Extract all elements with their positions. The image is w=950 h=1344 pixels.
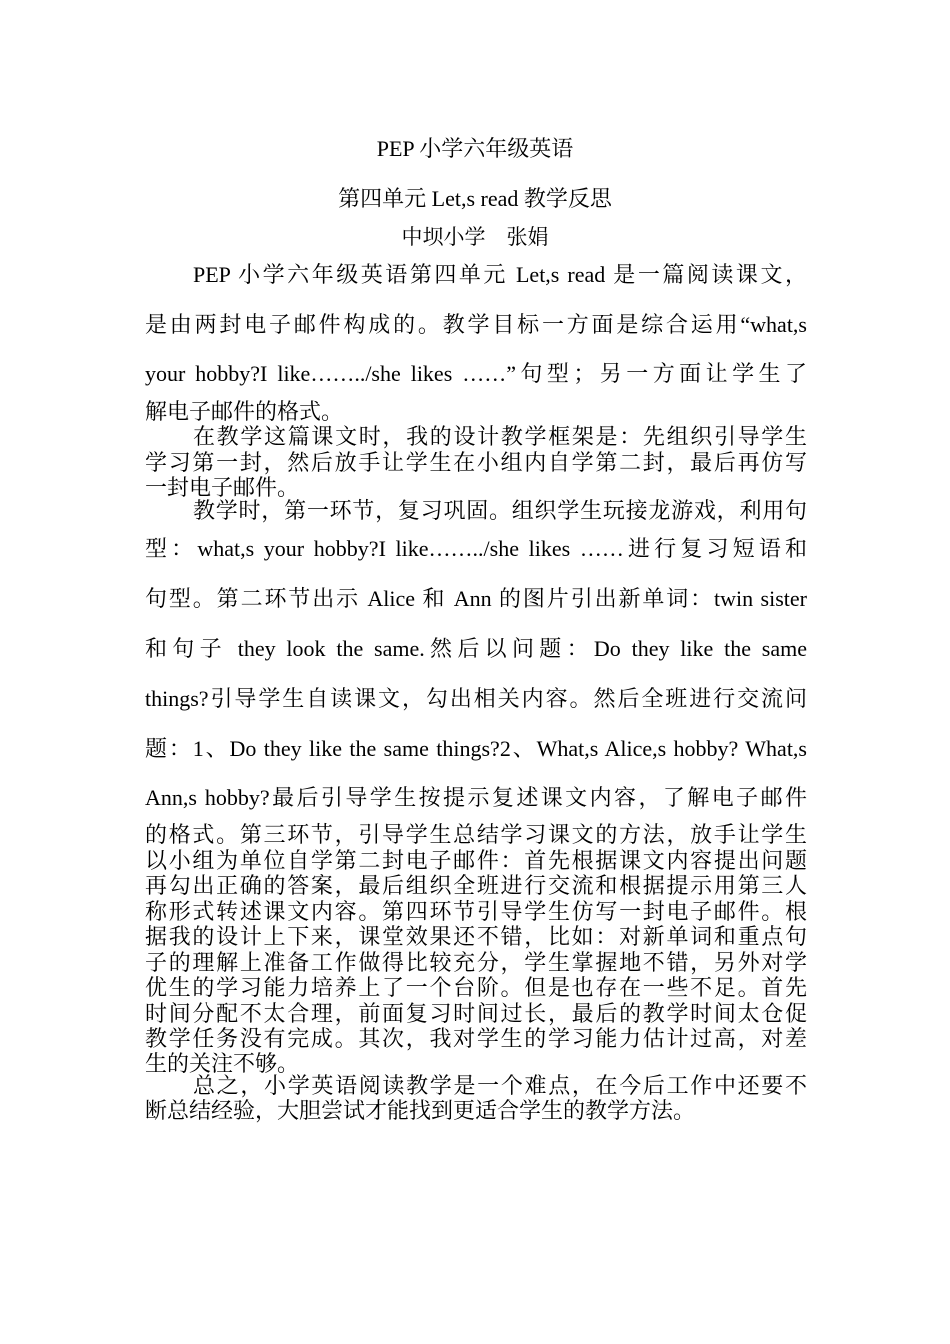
- body-line: 教学时，第一环节，复习巩固。组织学生玩接龙游戏，利用句: [193, 498, 807, 523]
- body-line: 的格式。第三环节，引导学生总结学习课文的方法，放手让学生: [145, 822, 807, 847]
- body-line: 型：what,s your hobby?I like……../she likes ……进行复习短语和: [145, 536, 807, 561]
- body-line: 句型。第二环节出示 Alice 和 Ann 的图片引出新单词：twin sister: [145, 586, 807, 611]
- body-line: things?引导学生自读课文，勾出相关内容。然后全班进行交流问: [145, 686, 807, 711]
- body-line: PEP 小学六年级英语第四单元 Let,s read 是一篇阅读课文，: [193, 262, 807, 287]
- body-line: 是由两封电子邮件构成的。教学目标一方面是综合运用“what,s: [145, 312, 807, 337]
- body-line: 学习第一封，然后放手让学生在小组内自学第二封，最后再仿写: [145, 450, 807, 475]
- document-subtitle: 第四单元 Let,s read 教学反思: [338, 186, 612, 211]
- body-line: 称形式转述课文内容。第四环节引导学生仿写一封电子邮件。根: [145, 899, 807, 924]
- body-line: Ann,s hobby?最后引导学生按提示复述课文内容，了解电子邮件: [145, 785, 807, 810]
- body-line: 据我的设计上下来，课堂效果还不错，比如：对新单词和重点句: [145, 924, 807, 949]
- body-line: 以小组为单位自学第二封电子邮件：首先根据课文内容提出问题: [145, 848, 807, 873]
- body-line: 时间分配不太合理，前面复习时间过长，最后的教学时间太仓促: [145, 1001, 807, 1026]
- body-line: 在教学这篇课文时，我的设计教学框架是：先组织引导学生: [193, 424, 807, 449]
- body-line: 教学任务没有完成。其次，我对学生的学习能力估计过高，对差: [145, 1026, 807, 1051]
- body-line: 总之，小学英语阅读教学是一个难点，在今后工作中还要不: [193, 1073, 807, 1098]
- body-line: 解电子邮件的格式。: [145, 399, 344, 424]
- body-line: 再勾出正确的答案，最后组织全班进行交流和根据提示用第三人: [145, 873, 807, 898]
- document-author: 中坝小学 张娟: [401, 225, 549, 249]
- body-line: 生的关注不够。: [145, 1051, 300, 1076]
- body-line: 子的理解上准备工作做得比较充分，学生掌握地不错，另外对学: [145, 950, 807, 975]
- body-line: 一封电子邮件。: [145, 475, 300, 500]
- body-line: 和句子 they look the same.然后以问题：Do they like the same: [145, 636, 807, 661]
- body-line: 题：1、Do they like the same things?2、What,s Alice,s hobby? What,s: [145, 736, 807, 761]
- document-title: PEP 小学六年级英语: [376, 136, 574, 161]
- body-line: 优生的学习能力培养上了一个台阶。但是也存在一些不足。首先: [145, 975, 807, 1000]
- body-line: 断总结经验，大胆尝试才能找到更适合学生的教学方法。: [145, 1098, 696, 1123]
- body-line: your hobby?I like……../she likes ……”句型；另一方面让学生了: [145, 361, 807, 386]
